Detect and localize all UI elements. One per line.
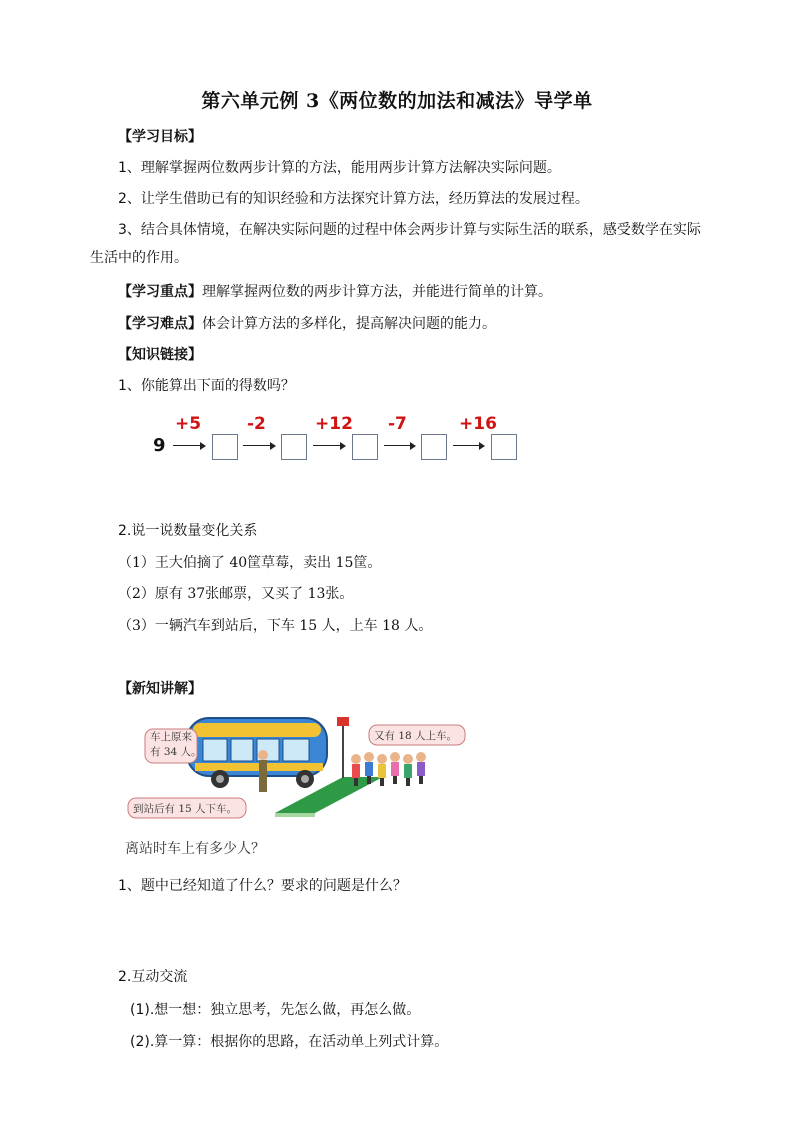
links-heading: 【知识链接】 [118,347,202,363]
sub-question-2: （2）原有 37张邮票，又买了 13张。 [118,586,354,602]
bubble-start-count [150,730,202,760]
objective-1: 1、理解掌握两位数两步计算的方法，能用两步计算方法解决实际问题。 [118,160,561,176]
page-title: 第六单元例 3《两位数的加法和减法》导学单 [201,90,593,112]
new-question-1: 1、题中已经知道了什么？要求的问题是什么？ [118,878,407,894]
key-point-label: 【学习重点】 [118,284,202,300]
key-point-line [118,281,552,301]
objectives-heading: 【学习目标】 [118,129,202,145]
bubble-get-off: 到站后有 15 人下车。 [133,803,238,815]
new-question-2: 2.互动交流 [118,969,188,985]
picture-question: 离站时车上有多少人？ [125,841,265,857]
arrow-1 [173,441,206,451]
key-point-text: 理解掌握两位数的两步计算方法，并能进行简单的计算。 [202,284,552,300]
chain-start: 9 [153,435,166,456]
arrow-3 [313,441,346,451]
bubble-start-line-2: 有 34 人。 [150,746,202,758]
sub-question-1: （1）王大伯摘了 40筐草莓，卖出 15筐。 [118,555,382,571]
bubble-get-on: 又有 18 人上车。 [374,730,458,742]
answer-box-2[interactable] [281,434,307,460]
links-question-2: 2.说一说数量变化关系 [118,523,258,539]
operator-1: +5 [175,414,202,434]
operator-3: +12 [315,414,353,434]
step-1: (1).想一想：独立思考，先怎么做，再怎么做。 [130,1002,421,1018]
arrow-2 [243,441,276,451]
answer-box-3[interactable] [352,434,378,460]
bus-illustration [125,703,475,829]
objective-3-cont: 生活中的作用。 [90,250,188,266]
difficulty-line [118,313,496,333]
operator-2: -2 [247,414,266,434]
objective-2: 2、让学生借助已有的知识经验和方法探究计算方法，经历算法的发展过程。 [118,191,589,207]
answer-box-1[interactable] [212,434,238,460]
difficulty-text: 体会计算方法的多样化，提高解决问题的能力。 [202,316,496,332]
operator-4: -7 [388,414,407,434]
new-heading: 【新知讲解】 [118,681,202,697]
arrow-4 [384,441,416,451]
answer-box-4[interactable] [421,434,447,460]
objective-3: 3、结合具体情境，在解决实际问题的过程中体会两步计算与实际生活的联系，感受数学在实际 [118,222,701,238]
step-2: (2).算一算：根据你的思路，在活动单上列式计算。 [130,1034,449,1050]
difficulty-label: 【学习难点】 [118,316,202,332]
sub-question-3: （3）一辆汽车到站后，下车 15 人，上车 18 人。 [118,618,433,634]
arrow-5 [453,441,485,451]
bubble-start-line-1: 车上原来 [150,731,192,743]
answer-box-5[interactable] [491,434,517,460]
links-question-1: 1、你能算出下面的得数吗？ [118,378,295,394]
operator-5: +16 [459,414,497,434]
